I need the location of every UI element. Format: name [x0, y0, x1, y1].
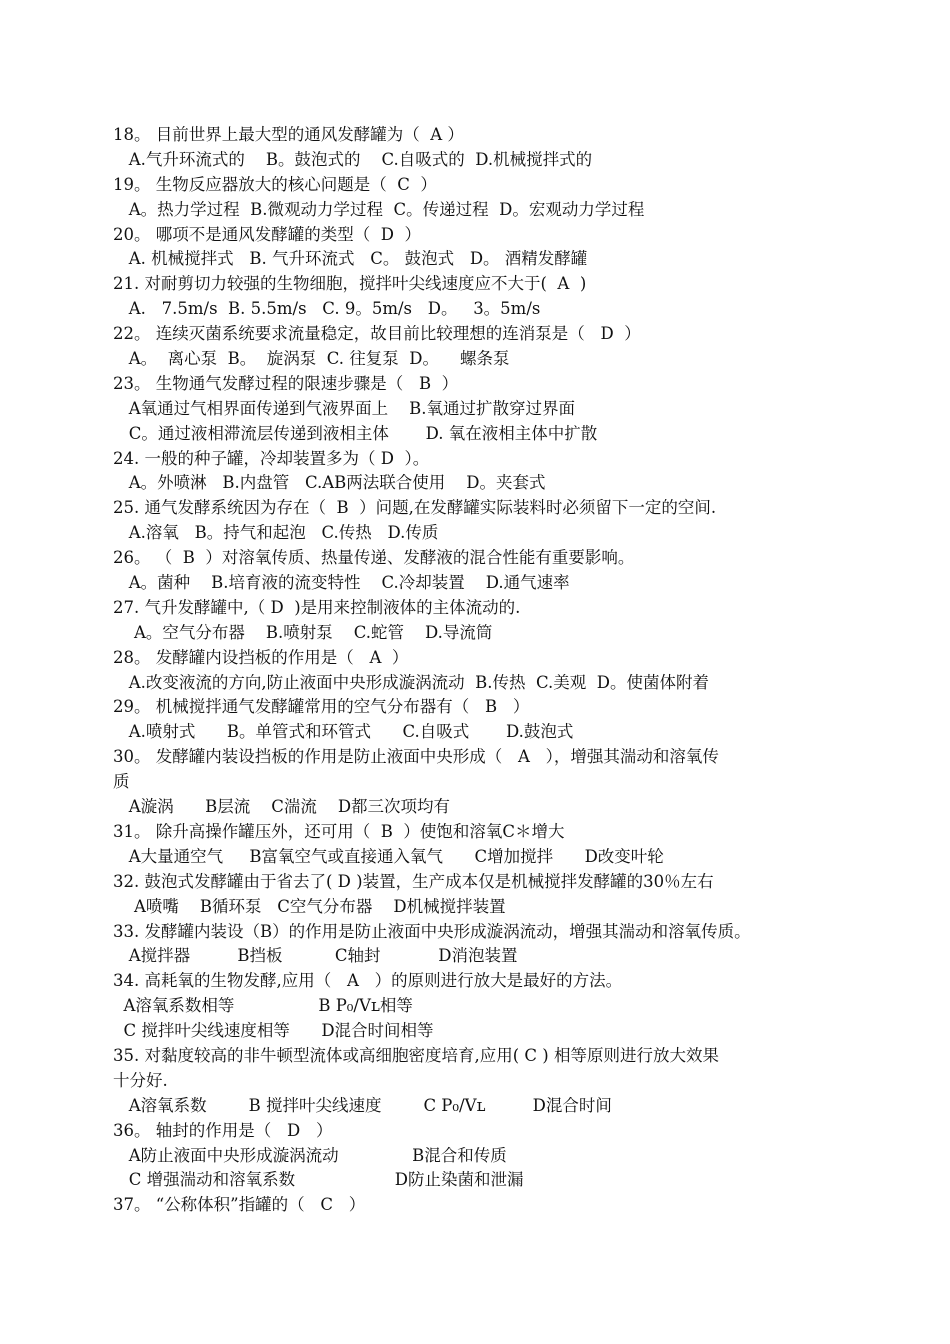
text-line: A喷嘴 B循环泵 C空气分布器 D机械搅拌装置 [113, 896, 506, 916]
text-line: C 搅拌叶尖线速度相等 D混合时间相等 [113, 1021, 434, 1041]
text-line: 24. 一般的种子罐，冷却装置多为（ D ）。 [113, 448, 430, 468]
text-line: A.喷射式 B。单管式和环管式 C.自吸式 D.鼓泡式 [113, 722, 574, 742]
text-line: A防止液面中央形成漩涡流动 B混合和传质 [113, 1145, 507, 1165]
text-line: 30。 发酵罐内装设挡板的作用是防止液面中央形成（ A ），增强其湍动和溶氧传 [113, 747, 719, 767]
text-line: A。热力学过程 B.微观动力学过程 C。传递过程 D。宏观动力学过程 [113, 199, 645, 219]
text-line: 21. 对耐剪切力较强的生物细胞，搅拌叶尖线速度应不大于( A ) [113, 274, 587, 294]
text-line: 34. 高耗氧的生物发酵,应用（ A ）的原则进行放大是最好的方法。 [113, 971, 623, 991]
question-list [113, 123, 853, 1218]
text-line: A漩涡 B层流 C湍流 D都三次项均有 [113, 797, 451, 817]
text-line: A.溶氧 B。持气和起泡 C.传热 D.传质 [113, 523, 439, 543]
text-line: A.改变液流的方向,防止液面中央形成漩涡流动 B.传热 C.美观 D。使菌体附着 [113, 672, 709, 692]
text-line: 33. 发酵罐内装设（B）的作用是防止液面中央形成漩涡流动，增强其湍动和溶氧传质。 [113, 921, 751, 941]
text-line: 31。 除升高操作罐压外，还可用（ B ）使饱和溶氧C＊增大 [113, 821, 565, 841]
text-line: A大量通空气 B富氧空气或直接通入氧气 C增加搅拌 D改变叶轮 [113, 846, 664, 866]
text-line: A搅拌器 B挡板 C轴封 D消泡装置 [113, 946, 518, 966]
text-line: 35. 对黏度较高的非牛顿型流体或高细胞密度培育,应用( C ) 相等原则进行放大效果 [113, 1045, 719, 1065]
text-line: 26。 （ B ）对溶氧传质、热量传递、发酵液的混合性能有重要影响。 [113, 548, 635, 568]
text-line: 19。 生物反应器放大的核心问题是（ C ） [113, 174, 437, 194]
text-line: 27. 气升发酵罐中,（ D )是用来控制液体的主体流动的. [113, 597, 521, 617]
text-line: A。外喷淋 B.内盘管 C.AB两法联合使用 D。夹套式 [113, 473, 546, 493]
text-line: A。 离心泵 B。 旋涡泵 C. 往复泵 D。 螺条泵 [113, 349, 510, 369]
text-line: A溶氧系数相等 B P₀/Vʟ相等 [113, 996, 413, 1016]
text-line: 28。 发酵罐内设挡板的作用是（ A ） [113, 647, 409, 667]
text-line: 质 [113, 772, 130, 792]
text-line: 22。 连续灭菌系统要求流量稳定，故目前比较理想的连消泵是（ D ） [113, 324, 641, 344]
text-line: 十分好. [113, 1070, 168, 1090]
text-line: 25. 通气发酵系统因为存在（ B ）问题,在发酵罐实际装料时必须留下一定的空间. [113, 498, 717, 518]
text-line: A。菌种 B.培育液的流变特性 C.冷却装置 D.通气速率 [113, 573, 570, 593]
text-line: 20。 哪项不是通风发酵罐的类型（ D ） [113, 224, 421, 244]
text-line: 18。 目前世界上最大型的通风发酵罐为（ A ） [113, 125, 464, 144]
text-line: A溶氧系数 B 搅拌叶尖线速度 C P₀/Vʟ D混合时间 [113, 1095, 612, 1115]
text-line: 29。 机械搅拌通气发酵罐常用的空气分布器有（ B ） [113, 697, 530, 717]
text-line: A。空气分布器 B.喷射泵 C.蛇管 D.导流筒 [113, 622, 493, 642]
text-line: 37。 “公称体积”指罐的（ C ） [113, 1195, 366, 1215]
text-line: C 增强湍动和溶氧系数 D防止染菌和泄漏 [113, 1170, 524, 1190]
text-line: A. 机械搅拌式 B. 气升环流式 C。 鼓泡式 D。 酒精发酵罐 [113, 249, 588, 269]
text-line: A氧通过气相界面传递到气液界面上 B.氧通过扩散穿过界面 [113, 398, 575, 418]
text-line: A. 7.5m/s B. 5.5m/s C. 9。5m/s D。 3。5m/s [113, 299, 541, 319]
text-line: 36。 轴封的作用是（ D ） [113, 1120, 333, 1140]
text-line: 32. 鼓泡式发酵罐由于省去了( D )装置，生产成本仅是机械搅拌发酵罐的30％左右 [113, 871, 714, 891]
text-line: 23。 生物通气发酵过程的限速步骤是（ B ） [113, 373, 459, 393]
text-line: C。通过液相滞流层传递到液相主体 D. 氧在液相主体中扩散 [113, 423, 598, 443]
text-line: A.气升环流式的 B。鼓泡式的 C.自吸式的 D.机械搅拌式的 [113, 149, 593, 169]
